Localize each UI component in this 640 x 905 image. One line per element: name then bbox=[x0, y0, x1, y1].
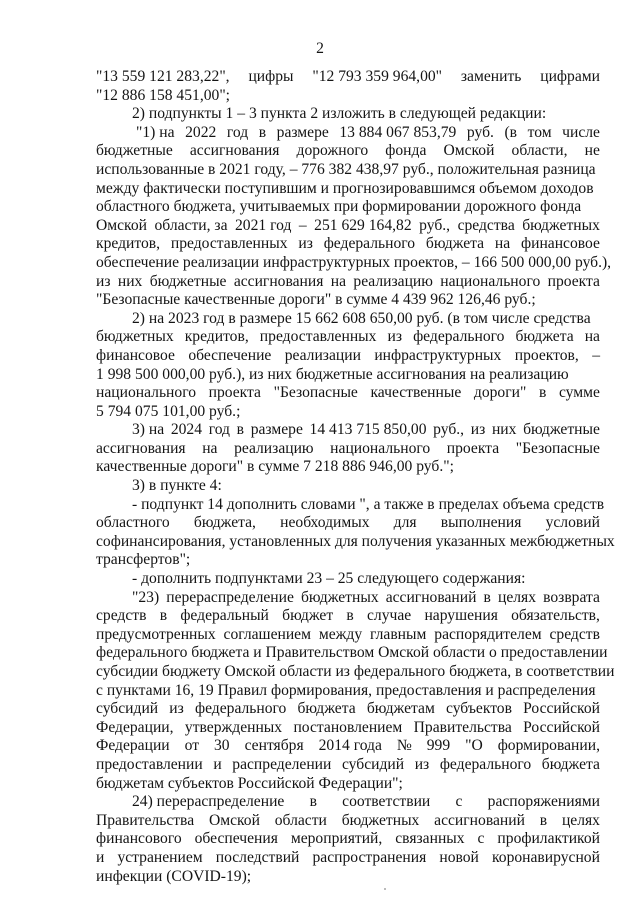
word: области bbox=[274, 811, 327, 829]
word: 30 bbox=[214, 737, 230, 755]
word: – bbox=[592, 346, 600, 364]
word: в bbox=[258, 123, 267, 141]
word: бюджетных bbox=[341, 811, 420, 829]
word: бюджетные bbox=[523, 421, 600, 439]
text-line: - подпункт 14 дополнить словами ", а также в пределах объема средств bbox=[132, 495, 605, 513]
word: области, bbox=[511, 142, 568, 160]
word: на bbox=[494, 235, 511, 253]
word: год bbox=[208, 421, 230, 439]
word: "О bbox=[465, 737, 483, 755]
word: сумме bbox=[558, 384, 600, 402]
text-line bbox=[96, 514, 600, 533]
text-line: 2) на 2023 год в размере 15 662 608 650,00 руб. (в том числе средства bbox=[132, 309, 591, 327]
word: обеспечения bbox=[194, 830, 278, 848]
text-line bbox=[96, 68, 600, 87]
word: Правительства bbox=[96, 811, 195, 829]
word: необходимых bbox=[280, 514, 370, 532]
text-line: использованные в 2021 году, – 776 382 438,97 руб., положительная разница bbox=[96, 160, 596, 178]
word: "12 793 359 964,00" bbox=[312, 68, 443, 85]
word: на bbox=[202, 439, 218, 457]
word: обязательств, bbox=[511, 607, 600, 625]
word: национального bbox=[96, 384, 196, 402]
word: Российской bbox=[523, 718, 600, 736]
word: размере bbox=[250, 421, 303, 439]
text-line: "12 886 158 451,00"; bbox=[96, 86, 231, 104]
text-line: федерального бюджета и Правительством Омской области о предоставлении bbox=[96, 644, 608, 662]
word: 24) перераспределение bbox=[132, 793, 285, 811]
word: реализацию bbox=[234, 439, 314, 457]
text-line bbox=[96, 626, 600, 645]
text-line bbox=[96, 347, 600, 366]
word: финансовое bbox=[96, 346, 175, 364]
text-line: субсидии бюджету Омской области из федерального бюджета, в соответствии bbox=[96, 663, 615, 680]
word: предоставленных bbox=[259, 328, 377, 346]
word: бюджетам bbox=[366, 700, 435, 718]
word: бюджет bbox=[282, 607, 334, 625]
word: федерального bbox=[323, 235, 416, 253]
text-line bbox=[96, 737, 600, 756]
word: в bbox=[483, 588, 491, 606]
word: обеспечение bbox=[188, 346, 272, 364]
word: предусмотренных bbox=[96, 625, 216, 643]
word: из bbox=[470, 421, 486, 439]
word: перераспределение bbox=[166, 588, 294, 606]
word: дорожного bbox=[296, 142, 369, 160]
text-line: "Безопасные качественные дороги" в сумме 4 439 962 126,46 руб.; bbox=[96, 291, 536, 309]
word: ассигнования bbox=[189, 142, 280, 160]
word: том bbox=[527, 123, 552, 141]
word: Омской bbox=[208, 811, 260, 829]
word: заменить bbox=[460, 68, 522, 85]
word: на bbox=[584, 328, 600, 346]
word: области, за bbox=[154, 216, 228, 234]
word: бюджетные bbox=[96, 142, 173, 160]
word: 3) на bbox=[132, 421, 165, 439]
word: федерального bbox=[439, 755, 532, 773]
word: и bbox=[213, 755, 222, 773]
word: последствий bbox=[215, 848, 300, 866]
text-line bbox=[96, 142, 600, 161]
word: "Безопасные bbox=[273, 384, 358, 402]
word: целях bbox=[561, 811, 600, 829]
word: руб. bbox=[466, 123, 494, 141]
word: 2014 года bbox=[318, 737, 382, 755]
word: распределении bbox=[232, 755, 332, 773]
word: целях bbox=[498, 588, 537, 606]
word: бюджета bbox=[515, 328, 574, 346]
word: условий bbox=[545, 514, 600, 532]
word: средства bbox=[457, 216, 515, 234]
word: инфраструктурных bbox=[374, 346, 502, 364]
word: новой bbox=[439, 848, 479, 866]
word: главным bbox=[370, 625, 427, 643]
word: национального bbox=[330, 439, 431, 457]
text-line bbox=[96, 589, 600, 608]
text-line: качественные дороги" в сумме 7 218 886 946,00 руб."; bbox=[96, 458, 454, 476]
word: средств bbox=[549, 625, 600, 643]
scan-speck bbox=[384, 888, 386, 890]
word: с bbox=[477, 830, 485, 848]
text-line: трансфертов"; bbox=[96, 551, 191, 569]
word: устранением bbox=[117, 848, 203, 866]
word: выполнения bbox=[440, 514, 522, 532]
word: Федерации, bbox=[96, 718, 174, 736]
text-line bbox=[96, 328, 600, 347]
word: цифрами bbox=[540, 68, 600, 85]
text-line bbox=[96, 849, 600, 868]
word: субсидий bbox=[341, 755, 405, 773]
word: между bbox=[318, 625, 363, 643]
word: постановлением bbox=[293, 718, 403, 736]
word: бюджетные bbox=[149, 272, 227, 290]
word: формировании, bbox=[497, 737, 600, 755]
word: год bbox=[226, 123, 249, 141]
word: распространения bbox=[312, 848, 427, 866]
word: проекта bbox=[446, 439, 500, 457]
word: в bbox=[236, 421, 245, 439]
word: них bbox=[117, 272, 143, 290]
word: проекта bbox=[208, 384, 261, 402]
word: 999 bbox=[426, 737, 451, 755]
word: реализации bbox=[284, 346, 361, 364]
word: размере bbox=[276, 123, 329, 141]
word: дороги" bbox=[473, 384, 527, 402]
word: Правительства bbox=[413, 718, 512, 736]
word: предоставленных bbox=[170, 235, 288, 253]
text-line bbox=[96, 607, 600, 626]
word: в bbox=[309, 793, 317, 811]
word: качественные bbox=[370, 384, 462, 402]
word: связанных bbox=[395, 830, 465, 848]
word: из bbox=[298, 235, 313, 253]
word: средств bbox=[96, 607, 147, 625]
word: кредитов, bbox=[184, 328, 249, 346]
word: ассигнования bbox=[233, 272, 324, 290]
text-line bbox=[96, 440, 600, 459]
text-line bbox=[96, 421, 600, 440]
word: бюджетных bbox=[522, 216, 600, 234]
page-number: 2 bbox=[316, 40, 324, 57]
word: цифры bbox=[248, 68, 294, 85]
text-line bbox=[96, 273, 600, 292]
word: № bbox=[396, 737, 412, 755]
word: 2024 bbox=[170, 421, 203, 439]
word: кредитов, bbox=[96, 235, 161, 253]
word: возврата bbox=[543, 588, 600, 606]
word: бюджетных bbox=[300, 588, 379, 606]
text-line bbox=[96, 830, 600, 849]
word: 13 884 067 853,79 bbox=[339, 123, 457, 141]
word: из bbox=[387, 328, 403, 346]
word: бюджета bbox=[425, 235, 485, 253]
word: них bbox=[491, 421, 517, 439]
text-line: областного бюджета, учитываемых при формировании дорожного фонда bbox=[96, 198, 582, 216]
text-line: инфекции (COVID-19); bbox=[96, 867, 252, 885]
text-line bbox=[96, 124, 600, 143]
text-line bbox=[96, 384, 600, 403]
word: федерального bbox=[413, 328, 505, 346]
word: руб., bbox=[433, 421, 465, 439]
word: национального bbox=[440, 272, 541, 290]
word: распоряжениями bbox=[487, 793, 600, 811]
word: случае bbox=[367, 607, 412, 625]
text-line bbox=[96, 217, 600, 236]
text-line bbox=[96, 700, 600, 719]
text-line: - дополнить подпунктами 23 – 25 следующего содержания: bbox=[132, 570, 526, 588]
word: из bbox=[169, 700, 184, 718]
word: не bbox=[584, 142, 600, 160]
text-line bbox=[96, 812, 600, 831]
word: из bbox=[96, 272, 111, 290]
word: – bbox=[298, 216, 307, 234]
word: бюджета, bbox=[193, 514, 256, 532]
text-line: 5 794 075 101,00 руб.; bbox=[96, 402, 241, 420]
word: бюджета bbox=[297, 700, 356, 718]
word: финансового bbox=[96, 830, 182, 848]
word: Федерации bbox=[96, 737, 170, 755]
text-line bbox=[96, 235, 600, 254]
word: "Безопасные bbox=[515, 439, 600, 457]
word: 251 629 164,82 bbox=[314, 216, 412, 234]
word: Российской bbox=[523, 700, 600, 718]
text-line: обеспечение реализации инфраструктурных проектов, – 166 500 000,00 руб.), bbox=[96, 253, 612, 271]
word: субъектов bbox=[445, 700, 512, 718]
word: на bbox=[330, 272, 347, 290]
word: "23) bbox=[132, 588, 160, 606]
word: "13 559 121 283,22", bbox=[96, 68, 230, 85]
word: сентября bbox=[244, 737, 304, 755]
word: от bbox=[184, 737, 200, 755]
word: коронавирусной bbox=[491, 848, 600, 866]
word: с bbox=[455, 793, 463, 811]
text-line: бюджетам субъектов Российской Федерации"; bbox=[96, 774, 403, 792]
word: нарушения bbox=[424, 607, 498, 625]
word: областного bbox=[96, 514, 170, 532]
word: ассигнования bbox=[96, 439, 186, 457]
word: руб., bbox=[419, 216, 451, 234]
word: распорядителем bbox=[434, 625, 542, 643]
word: федеральный bbox=[180, 607, 269, 625]
word: бюджетных bbox=[96, 328, 174, 346]
word: ассигнований bbox=[434, 811, 525, 829]
word: фонда bbox=[385, 142, 427, 160]
word: и bbox=[96, 848, 105, 866]
word: проекта bbox=[547, 272, 600, 290]
word: проектов, bbox=[514, 346, 579, 364]
text-line: 3) в пункте 4: bbox=[132, 477, 222, 495]
word: ассигнований bbox=[385, 588, 477, 606]
text-line bbox=[96, 793, 600, 812]
word: соглашением bbox=[223, 625, 311, 643]
text-line: 2) подпункты 1 – 3 пункта 2 изложить в следующей редакции: bbox=[132, 105, 547, 123]
word: субсидий bbox=[96, 700, 159, 718]
text-line: софинансирования, установленных для получения указанных межбюджетных bbox=[96, 532, 615, 550]
document-body bbox=[96, 68, 615, 886]
word: "1) на bbox=[136, 123, 175, 141]
word: федерального bbox=[194, 700, 287, 718]
word: Омской bbox=[96, 216, 147, 234]
word: профилактикой bbox=[497, 830, 600, 848]
text-line bbox=[96, 719, 600, 738]
word: из bbox=[414, 755, 430, 773]
word: в bbox=[539, 811, 548, 829]
word: предоставлении bbox=[96, 755, 203, 773]
word: 14 413 715 850,00 bbox=[309, 421, 427, 439]
word: числе bbox=[562, 123, 600, 141]
word: финансовое bbox=[521, 235, 600, 253]
word: в bbox=[346, 607, 354, 625]
word: 2022 bbox=[185, 123, 217, 141]
word: в bbox=[538, 384, 547, 402]
word: Омской bbox=[443, 142, 495, 160]
word: соответствии bbox=[342, 793, 431, 811]
word: в bbox=[159, 607, 168, 625]
text-line: между фактически поступившим и прогнозировавшимся объемом доходов bbox=[96, 179, 594, 197]
text-line bbox=[96, 756, 600, 775]
word: бюджета bbox=[541, 755, 600, 773]
word: (в bbox=[504, 123, 518, 141]
word: мероприятий, bbox=[290, 830, 383, 848]
word: для bbox=[393, 514, 417, 532]
word: утвержденных bbox=[184, 718, 283, 736]
text-line: 1 998 500 000,00 руб.), из них бюджетные ассигнования на реализацию bbox=[96, 365, 569, 383]
word: 2021 год bbox=[235, 216, 292, 234]
text-line: с пунктами 16, 19 Правил формирования, предоставления и распределения bbox=[96, 681, 596, 699]
word: реализацию bbox=[353, 272, 433, 290]
